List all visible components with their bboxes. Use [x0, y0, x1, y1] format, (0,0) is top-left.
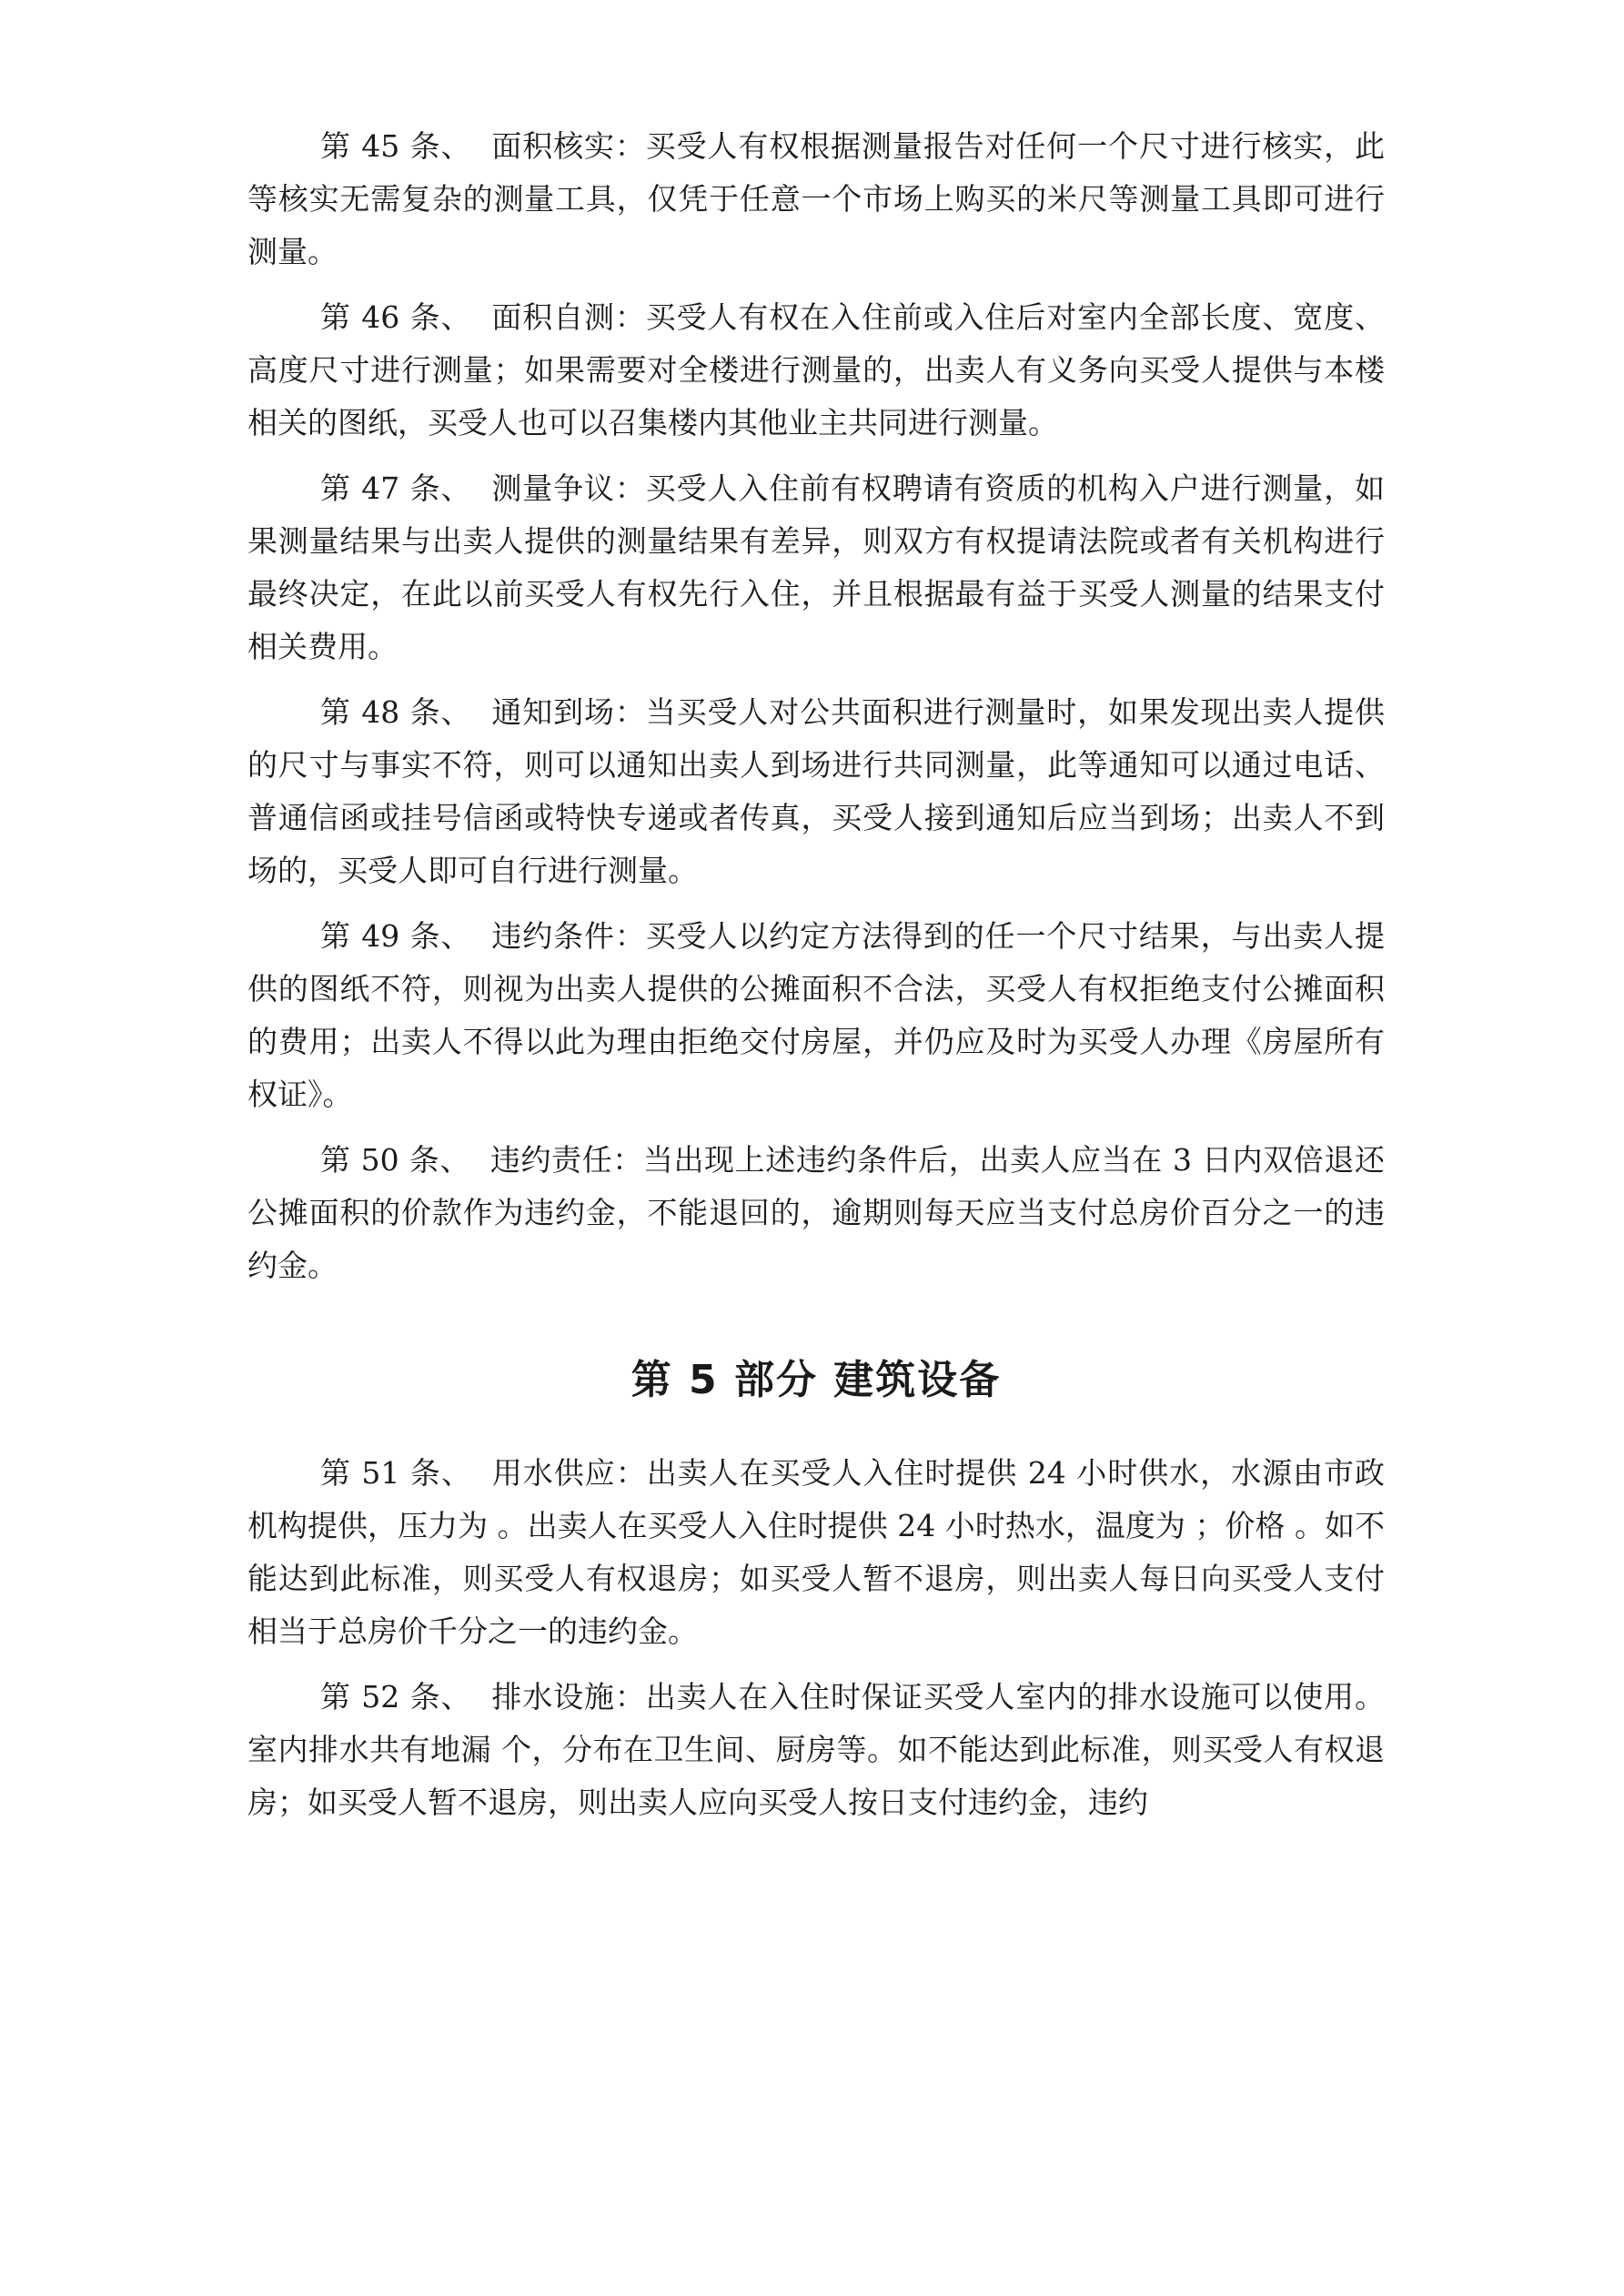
- article-47: [247, 462, 1385, 673]
- article-text: 买受人有权在入住前或入住后对室内全部长度、宽度、高度尺寸进行测量；如果需要对全楼进行测量的，出卖人有义务向买受人提供与本楼相关的图纸，买受人也可以召集楼内其他业主共同进行测量。: [247, 299, 1386, 440]
- document-page: [247, 120, 1385, 1842]
- article-text: 当出现上述违约条件后，出卖人应当在 3 日内双倍退还公摊面积的价款作为违约金，不能退回的，逾期则每天应当支付总房价百分之一的违约金。: [247, 1142, 1385, 1283]
- article-number: 第 51 条、: [320, 1455, 472, 1491]
- article-number: 第 50 条、: [320, 1142, 470, 1178]
- article-number: 第 48 条、: [320, 694, 472, 730]
- article-46: [247, 291, 1385, 450]
- section-heading: 第 5 部分 建筑设备: [630, 1357, 1002, 1403]
- article-text: 买受人有权根据测量报告对任何一个尺寸进行核实，此等核实无需复杂的测量工具，仅凭于任意一个市场上购买的米尺等测量工具即可进行测量。: [247, 128, 1386, 269]
- article-title: 面积自测：: [491, 299, 646, 335]
- article-text: 买受人入住前有权聘请有资质的机构入户进行测量，如果测量结果与出卖人提供的测量结果有差异，则双方有权提请法院或者有关机构进行最终决定，在此以前买受人有权先行入住，并且根据最有益于买受人测量的结果支付相关费用。: [247, 470, 1386, 664]
- article-title: 用水供应：: [491, 1455, 647, 1491]
- article-title: 违约条件：: [491, 918, 646, 954]
- article-number: 第 46 条、: [320, 299, 472, 335]
- article-title: 测量争议：: [491, 470, 646, 506]
- article-45: [247, 120, 1385, 278]
- article-text: 出卖人在入住时保证买受人室内的排水设施可以使用。室内排水共有地漏 个，分布在卫生间、厨房等。如不能达到此标准，则买受人有权退房；如买受人暂不退房，则出卖人应向买受人按日支付违约金，违约: [247, 1679, 1386, 1820]
- article-number: 第 45 条、: [320, 128, 472, 164]
- article-text: 买受人以约定方法得到的任一个尺寸结果，与出卖人提供的图纸不符，则视为出卖人提供的公摊面积不合法，买受人有权拒绝支付公摊面积的费用；出卖人不得以此为理由拒绝交付房屋，并仍应及时为买受人办理《房屋所有权证》。: [247, 918, 1386, 1112]
- article-51: [247, 1447, 1385, 1658]
- article-number: 第 49 条、: [320, 918, 472, 954]
- article-title: 面积核实：: [491, 128, 646, 164]
- article-text: 当买受人对公共面积进行测量时，如果发现出卖人提供的尺寸与事实不符，则可以通知出卖人到场进行共同测量，此等通知可以通过电话、普通信函或挂号信函或特快专递或者传真，买受人接到通知后应当到场；出卖人不到场的，买受人即可自行进行测量。: [247, 694, 1386, 888]
- article-title: 违约责任：: [489, 1142, 643, 1178]
- article-number: 第 52 条、: [320, 1679, 472, 1714]
- article-50: [247, 1134, 1385, 1292]
- article-title: 排水设施：: [491, 1679, 646, 1714]
- article-52: [247, 1671, 1385, 1829]
- article-text: 出卖人在买受人入住时提供 24 小时供水，水源由市政机构提供，压力为 。出卖人在买受人入住时提供 24 小时热水，温度为 ；价格 。如不能达到此标准，则买受人有权退房；如买受人暂不退房，则出卖人每日向买受人支付相当于总房价千分之一的违约金。: [247, 1455, 1385, 1649]
- article-number: 第 47 条、: [320, 470, 472, 506]
- article-48: [247, 686, 1385, 897]
- article-title: 通知到场：: [491, 694, 646, 730]
- article-49: [247, 910, 1385, 1121]
